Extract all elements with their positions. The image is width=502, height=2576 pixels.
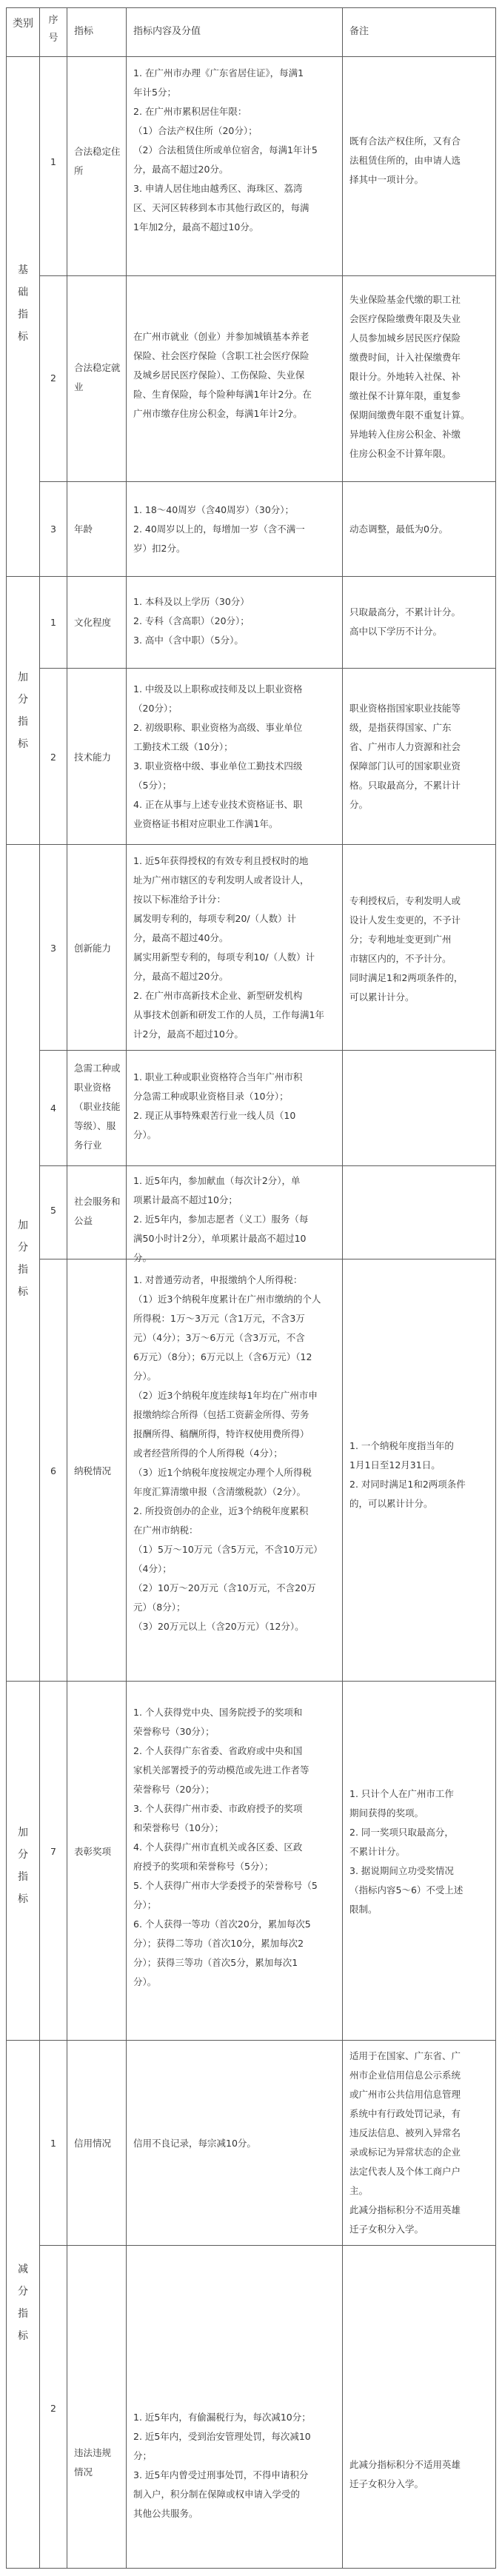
indicator-content: 1. 近5年获得授权的有效专利且授权时的地 址为广州市辖区的专利发明人或者设计人， 按以下标准给予计分： 属发明专利的，每项专利20/（人数）计 分，最高不超过40分。 属实用新型专利的，每项专利10/（人数）计 分，最高不超过20分。 2. 在广州市高新技术企业、新型研发机构 从事技术创新和研发工作的人员，工作每满1年 计2分，最高不超过10分。: [133, 855, 324, 1040]
column-divider: [342, 7, 343, 2569]
row-divider: [39, 668, 496, 669]
row-divider: [39, 1165, 496, 1166]
row-divider: [39, 481, 496, 482]
category-plus: 加 分 指 标: [18, 672, 28, 750]
section-divider: [6, 844, 496, 845]
category-minus: 减 分 指 标: [18, 2264, 28, 2342]
column-divider: [39, 7, 40, 2569]
category-plus: 加 分 指 标: [18, 1827, 28, 1905]
row-number: 5: [50, 1205, 56, 1216]
row-number: 2: [50, 2403, 56, 2414]
indicator-name: 表彰奖项: [74, 1846, 112, 1857]
indicator-name: 纳税情况: [74, 1465, 112, 1476]
indicator-remark: 此减分指标积分不适用英雄 迁子女积分入学。: [349, 2459, 461, 2489]
row-number: 4: [50, 1103, 56, 1114]
indicator-remark: 1. 只计个人在广州市工作 期间获得的奖项。 2. 同一奖项只取最高分， 不累计计分。 3. 据说期间立功受奖情况 （指标内容5～6）不受上述 限制。: [349, 1788, 463, 1915]
indicator-content: 1. 职业工种或职业资格符合当年广州市积 分急需工种或职业资格目录（10分）； 2. 现正从事特殊艰苦行业一线人员（10 分）。: [133, 1071, 303, 1140]
row-divider: [39, 2245, 496, 2246]
indicator-content: 1. 对普通劳动者，申报缴纳个人所得税： （1）近3个纳税年度累计在广州市缴纳的个人 所得税：1万～3万元（含1万元，不含3万 元）（4分）；3万～6万元（含3万元，不含 6万元）（8分）；6万元以上（含6万元）（12 分）。 （2）近3个纳税年度连续每1年均在广州市申 报缴纳综合所得（包括工资薪金所得、劳务 报酬所得、稿酬所得，特许权使用费所得） 或者经营所得的个人所得税（4分）； （3）近1个纳税年度按规定办理个人所得税 年度汇算清缴申报（含清缴税款）（2分）。 2. 所投资创办的企业，近3个纳税年度累积 在广州市纳税： （1）5万～10万元（含5万元，不含10万元） （4分）； （2）10万～20万元（含10万元，不含20万 元）（8分）； （3）20万元以上（含20万元）（12分）。: [133, 1274, 323, 1632]
category-basic: 基 础 指 标: [18, 264, 28, 343]
row-number: 6: [50, 1465, 56, 1476]
row-number: 7: [50, 1846, 56, 1857]
row-number: 2: [50, 372, 56, 384]
header-no: 序 号: [48, 15, 58, 44]
section-divider: [6, 576, 496, 577]
indicator-remark: 适用于在国家、广东省、广 州市企业信用信息公示系统 或广州市公共信用信息管理 系统中有行政处罚记录，有 违反法信息、被列入异常名 录或标记为异常状态的企业 法定代表人及个体工商户户 主。 此减分指标积分不适用英雄 迁子女积分入学。: [349, 2050, 461, 2235]
row-number: 2: [50, 752, 56, 763]
table-border-right: [495, 7, 496, 2569]
indicator-content: 1. 近5年内，参加献血（每次计2分），单 项累计最高不超过10分； 2. 近5年内，参加志愿者（义工）服务（每 满50小时计2分），单项累计最高不超过10 分。: [133, 1175, 309, 1263]
indicator-name: 急需工种或 职业资格 （职业技能 等级）、服 务行业: [74, 1063, 121, 1151]
indicator-name: 年龄: [74, 523, 93, 535]
indicator-name: 信用情况: [74, 2138, 112, 2149]
indicator-remark: 职业资格指国家职业技能等 级，是指获得国家、广东 省、广州市人力资源和社会 保障部门认可的国家职业资 格。只取最高分，不累计计 分。: [349, 703, 461, 810]
indicator-remark: 1. 一个纳税年度指当年的 1月1日至12月31日。 2. 对同时满足1和2两项条件 的，可以累计计分。: [349, 1440, 466, 1509]
row-divider: [39, 275, 496, 276]
indicator-remark: 既有合法产权住所，又有合 法租赁住所的，由申请人选 择其中一项计分。: [349, 136, 461, 185]
indicator-content: 1. 个人获得党中央、国务院授予的奖项和 荣誉称号（30分）； 2. 个人获得广东省委、省政府或中央和国 家机关部署授予的劳动模范或先进工作者等 荣誉称号（20分）； 3. 个人获得广州市委、市政府授予的奖项 和荣誉称号（10分）； 4. 个人获得广州市直机关或各区委、区政 府授予的奖项和荣誉称号（5分）； 5. 个人获得广州市大学委授予的荣誉称号（5 分）； 6. 个人获得一等功（首次20分，累加每次5 分）；获得二等功（首次10分，累加每次2 分）；获得三等功（首次5分，累加每次1 分）。: [133, 1707, 318, 1987]
table-border-bottom: [6, 2568, 496, 2569]
header-content: 指标内容及分值: [133, 26, 201, 37]
indicator-remark: 动态调整，最低为0分。: [349, 523, 448, 535]
indicator-content: 1. 在广州市办理《广东省居住证》，每满1 年计5分； 2. 在广州市累积居住年限： （1）合法产权住所（20分）； （2）合法租赁住所或单位宿舍，每满1年计5 分，最高不超过20分。 3. 申请人居住地由越秀区、海珠区、荔湾 区、天河区转移到本市其他行政区的，每满 1年加2分，最高不超过10分。: [133, 67, 318, 232]
header-remark: 备注: [349, 26, 369, 37]
indicator-name: 文化程度: [74, 617, 112, 628]
header-divider: [6, 56, 496, 57]
row-number: 3: [50, 943, 56, 954]
indicator-name: 合法稳定住 所: [74, 146, 121, 176]
indicator-content: 信用不良记录，每宗减10分。: [133, 2138, 256, 2149]
row-number: 1: [50, 617, 56, 628]
row-divider: [39, 1050, 496, 1051]
section-divider: [6, 2040, 496, 2041]
table-border-top: [6, 7, 496, 8]
indicator-content: 1. 中级及以上职称或技师及以上职业资格 （20分）； 2. 初级职称、职业资格为高级、事业单位 工勤技术工级（10分）； 3. 职业资格中级、事业单位工勤技术四级 （5分）； 4. 正在从事与上述专业技术资格证书、职 业资格证书相对应职业工作满1年。: [133, 683, 303, 829]
indicator-content: 1. 近5年内，有偷漏税行为，每次减10分； 2. 近5年内，受到治安管理处罚，每次减10 分； 3. 近5年内曾受过刑事处罚，不得申请积分 制入户，积分制在保障或权申请入学受的 其他公共服务。: [133, 2412, 311, 2519]
header-category: 类别: [13, 18, 33, 30]
row-number: 1: [50, 156, 56, 167]
row-number: 1: [50, 2138, 56, 2149]
indicator-name: 合法稳定就 业: [74, 362, 121, 392]
indicator-name: 违法违规 情况: [74, 2447, 112, 2478]
category-plus: 加 分 指 标: [18, 1220, 28, 1298]
column-divider: [126, 7, 127, 2569]
indicator-content: 在广州市就业（创业）并参加城镇基本养老 保险、社会医疗保险（含职工社会医疗保险 及城乡居民医疗保险）、工伤保险、失业保 险、生育保险，每个险种每满1年计2分。在 广州市缴存住房公积金，每满1年计2分。: [133, 331, 312, 419]
indicator-name: 技术能力: [74, 752, 112, 763]
indicator-remark: 专利授权后，专利发明人或 设计人发生变更的，不予计 分；专利地址变更到广州 市辖区内的，不予计分。 同时满足1和2两项条件的， 可以累计计分。: [349, 895, 463, 1003]
indicator-name: 社会服务和 公益: [74, 1196, 121, 1226]
row-number: 3: [50, 523, 56, 535]
indicator-content: 1. 18～40周岁（含40周岁）（30分）； 2. 40周岁以上的，每增加一岁（含不满一 岁）扣2分。: [133, 504, 305, 554]
indicator-content: 1. 本科及以上学历（30分） 2. 专科（含高职）（20分）； 3. 高中（含中职）（5分）。: [133, 596, 250, 646]
indicator-remark: 只取最高分，不累计计分。 高中以下学历不计分。: [349, 606, 461, 637]
header-indicator: 指标: [74, 26, 94, 37]
section-divider: [6, 1681, 496, 1682]
indicator-name: 创新能力: [74, 943, 112, 954]
indicator-remark: 失业保险基金代缴的职工社 会医疗保险缴费年限及失业 人员参加城乡居民医疗保险 缴费时间，计入社保缴费年 限计分。外地转入社保、补 缴社保不计算年限，重复参 保期间缴费年限不重复计算。 异地转入住房公积金、补缴 住房公积金不计算年限。: [349, 294, 470, 459]
